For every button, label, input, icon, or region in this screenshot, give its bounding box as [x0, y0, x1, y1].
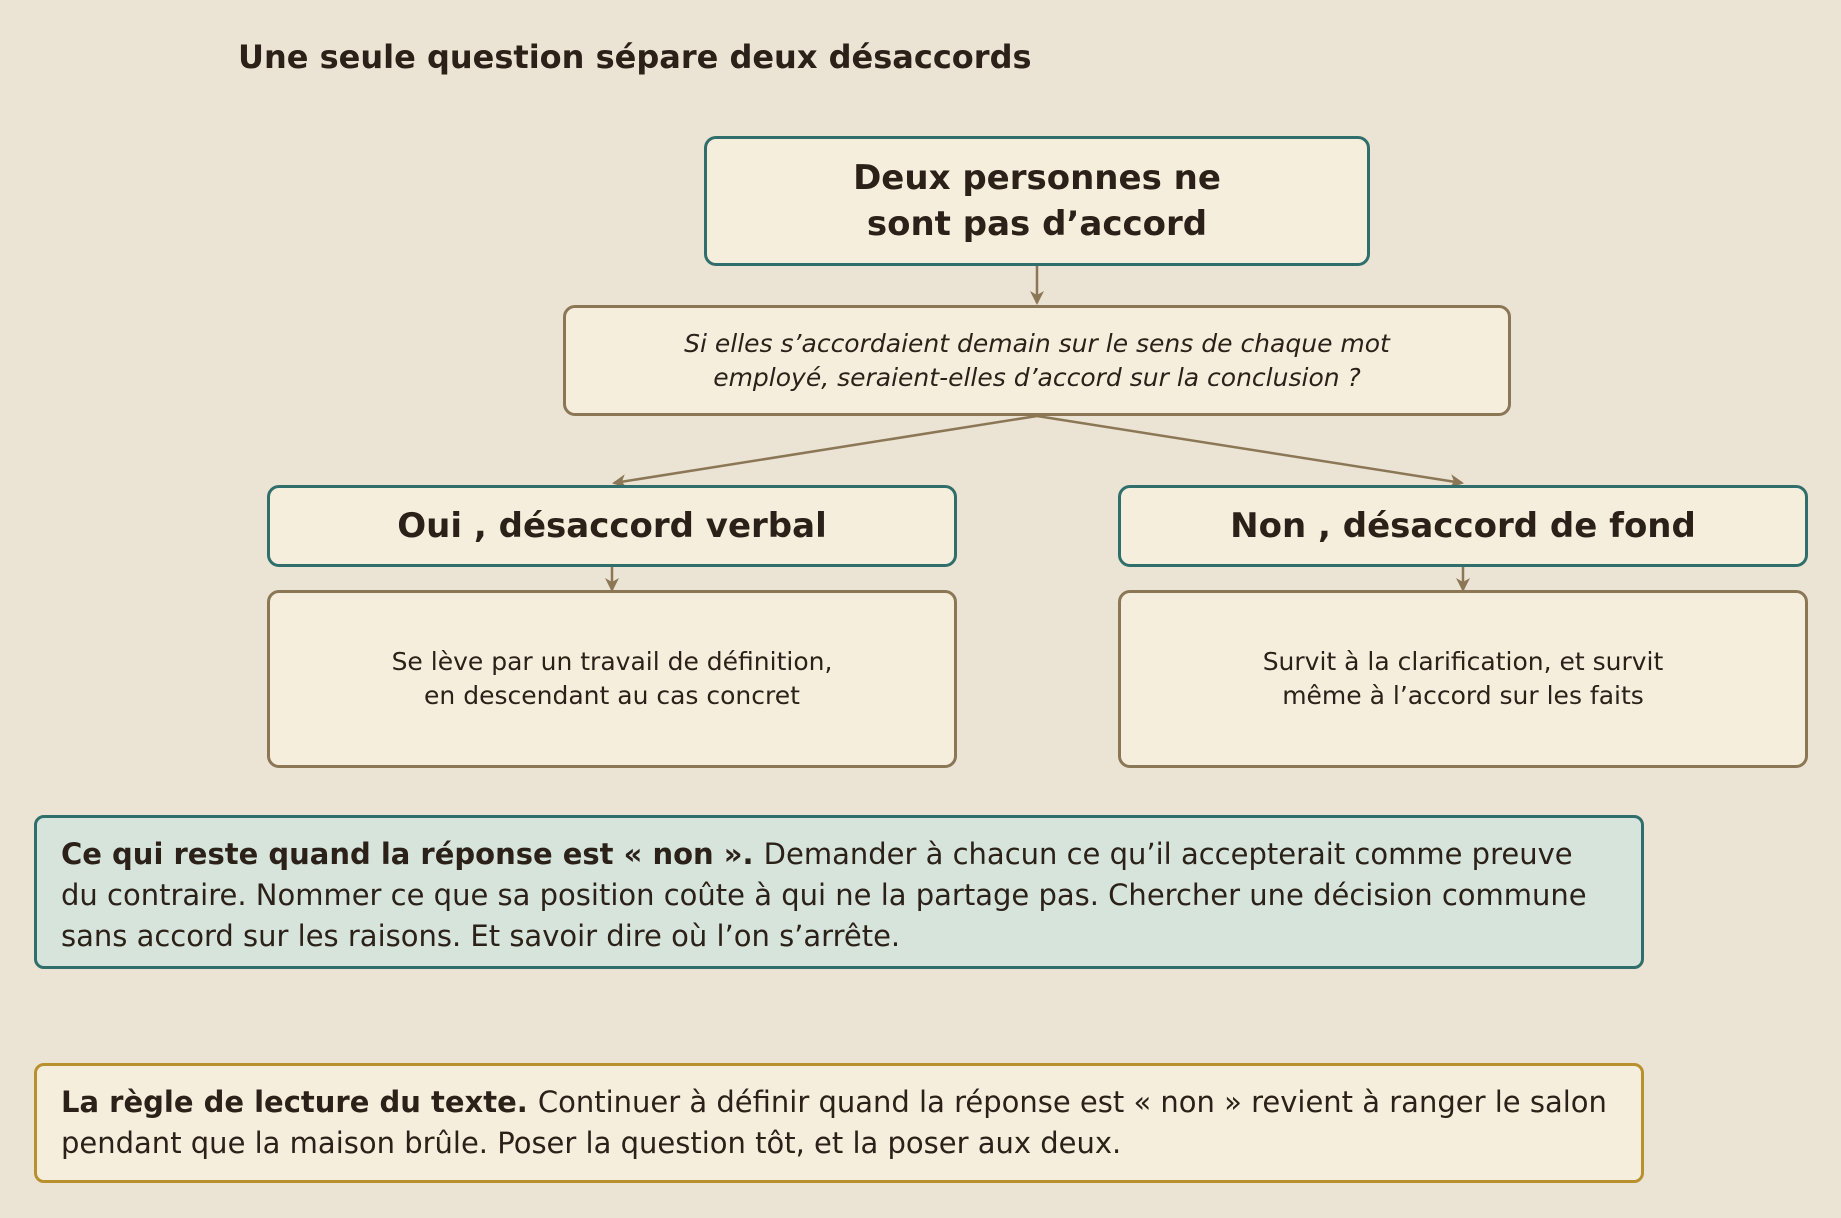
- node-disagreement: [704, 136, 1370, 266]
- note-reading-rule-heading: La règle de lecture du texte.: [61, 1085, 538, 1119]
- note-reading-rule: [34, 1063, 1644, 1183]
- node-no-detail-line1: Survit à la clarification, et survit: [1262, 647, 1664, 676]
- node-no-detail: [1118, 590, 1808, 768]
- node-no-detail-line2: même à l’accord sur les faits: [1282, 681, 1644, 710]
- node-disagreement-line1: Deux personnes ne: [853, 158, 1221, 198]
- node-yes-detail-line2: en descendant au cas concret: [424, 681, 800, 710]
- node-yes-verbal: [267, 485, 957, 567]
- node-no-label: Non , désaccord de fond: [1230, 506, 1696, 546]
- note-what-remains-body: Demander à chacun ce qu’il accepterait comme preuve du contraire. Nommer ce que sa position coûte à qui ne la partage pas. Chercher une décision commune sans accord sur les raisons. Et savoir dire où l’on s’arrête.: [61, 837, 1587, 953]
- node-question-line1: Si elles s’accordaient demain sur le sens de chaque mot: [684, 328, 1390, 358]
- node-question-line2: employé, seraient-elles d’accord sur la conclusion ?: [713, 362, 1361, 392]
- arrow-question-to-no: [1037, 416, 1462, 483]
- node-disagreement-line2: sont pas d’accord: [866, 204, 1208, 244]
- node-no-substantive: [1118, 485, 1808, 567]
- node-question: [563, 305, 1511, 416]
- note-reading-rule-body: Continuer à définir quand la réponse est « non » revient à ranger le salon pendant que la maison brûle. Poser la question tôt, et la poser aux deux.: [61, 1085, 1607, 1160]
- node-yes-label: Oui , désaccord verbal: [397, 506, 827, 546]
- node-yes-detail-line1: Se lève par un travail de définition,: [391, 647, 833, 676]
- note-what-remains: [34, 815, 1644, 969]
- arrow-question-to-yes: [614, 416, 1037, 483]
- node-yes-detail: [267, 590, 957, 768]
- diagram-title: Une seule question sépare deux désaccords: [238, 38, 1032, 76]
- note-what-remains-heading: Ce qui reste quand la réponse est « non ».: [61, 837, 764, 871]
